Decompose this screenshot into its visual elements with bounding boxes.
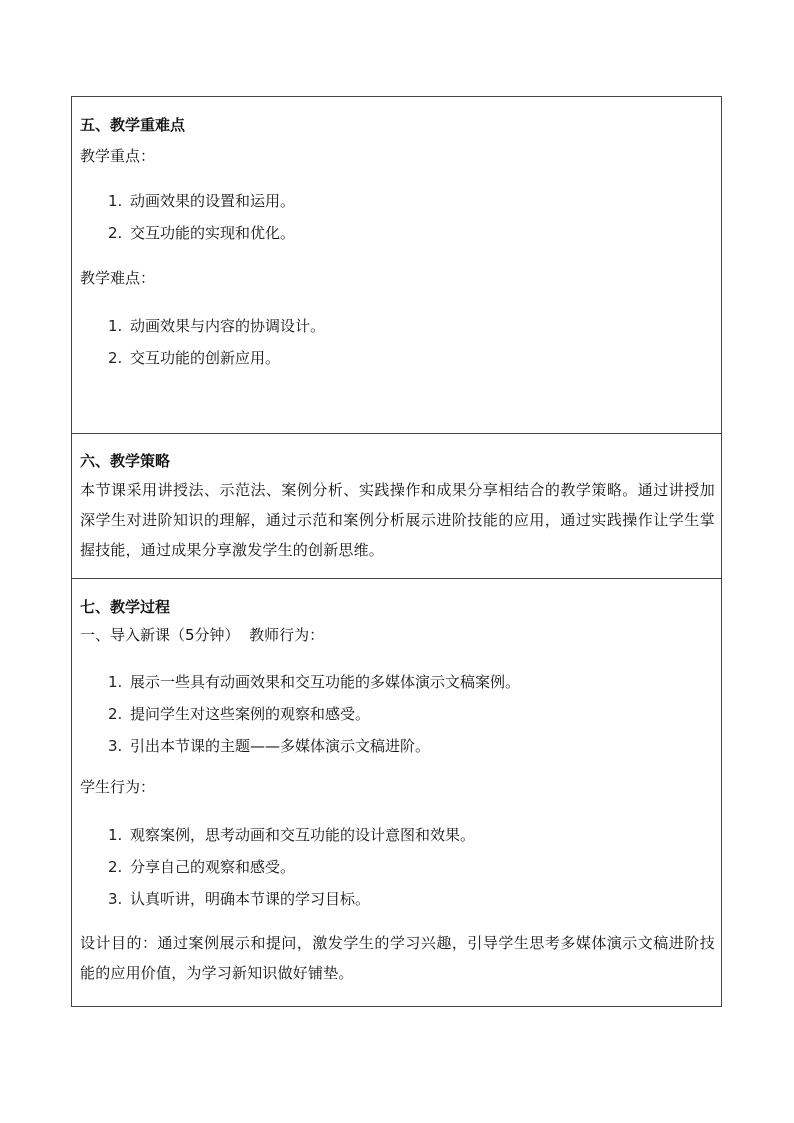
list-text: 交互功能的实现和优化。 xyxy=(130,224,296,242)
list-number: 3. xyxy=(108,737,123,755)
list-number: 2. xyxy=(108,705,123,723)
list-number: 1. xyxy=(108,673,123,691)
list-text: 展示一些具有动画效果和交互功能的多媒体演示文稿案例。 xyxy=(130,673,521,691)
section-teaching-process xyxy=(72,578,721,1006)
list-item xyxy=(108,824,715,856)
list-number: 2. xyxy=(108,858,123,876)
section-heading: 五、教学重难点 xyxy=(80,116,186,134)
list-item xyxy=(108,315,715,347)
list-number: 1. xyxy=(108,317,123,335)
section-heading: 六、教学策略 xyxy=(80,452,171,470)
teacher-actions-list xyxy=(80,671,715,767)
list-item xyxy=(108,671,715,703)
list-item xyxy=(108,703,715,735)
student-actions-list xyxy=(80,824,715,920)
list-text: 认真听讲，明确本节课的学习目标。 xyxy=(130,890,371,908)
list-item xyxy=(108,856,715,888)
list-item xyxy=(108,735,715,767)
list-item xyxy=(108,222,715,254)
intro-line: 一、导入新课（5分钟） 教师行为： xyxy=(80,626,325,644)
list-text: 引出本节课的主题——多媒体演示文稿进阶。 xyxy=(130,737,431,755)
list-text: 观察案例，思考动画和交互功能的设计意图和效果。 xyxy=(130,826,476,844)
list-text: 动画效果的设置和运用。 xyxy=(130,192,296,210)
list-text: 分享自己的观察和感受。 xyxy=(130,858,296,876)
strategy-body: 本节课采用讲授法、示范法、案例分析、实践操作和成果分享相结合的教学策略。通过讲授加深学生对进阶知识的理解，通过示范和案例分析展示进阶技能的应用，通过实践操作让学生掌握技能，通过成果分享激发学生的创新思维。 xyxy=(80,481,715,559)
section-teaching-strategy xyxy=(72,433,721,578)
list-text: 提问学生对这些案例的观察和感受。 xyxy=(130,705,371,723)
section-heading: 七、教学过程 xyxy=(80,598,171,616)
difficulties-list xyxy=(80,315,715,379)
lesson-plan-table xyxy=(71,96,722,1007)
list-number: 2. xyxy=(108,224,123,242)
design-purpose: 设计目的：通过案例展示和提问，激发学生的学习兴趣，引导学生思考多媒体演示文稿进阶技能的应用价值，为学习新知识做好铺垫。 xyxy=(80,934,715,982)
list-item xyxy=(108,190,715,222)
list-text: 动画效果与内容的协调设计。 xyxy=(130,317,326,335)
list-number: 2. xyxy=(108,349,123,367)
list-number: 3. xyxy=(108,890,123,908)
list-item xyxy=(108,347,715,379)
section-key-difficult-points xyxy=(72,97,721,433)
key-points-list xyxy=(80,190,715,254)
key-points-label: 教学重点： xyxy=(80,147,156,165)
list-item xyxy=(108,888,715,920)
list-number: 1. xyxy=(108,192,123,210)
list-text: 交互功能的创新应用。 xyxy=(130,349,281,367)
list-number: 1. xyxy=(108,826,123,844)
student-actions-label: 学生行为： xyxy=(80,778,156,796)
difficulties-label: 教学难点： xyxy=(80,269,156,287)
